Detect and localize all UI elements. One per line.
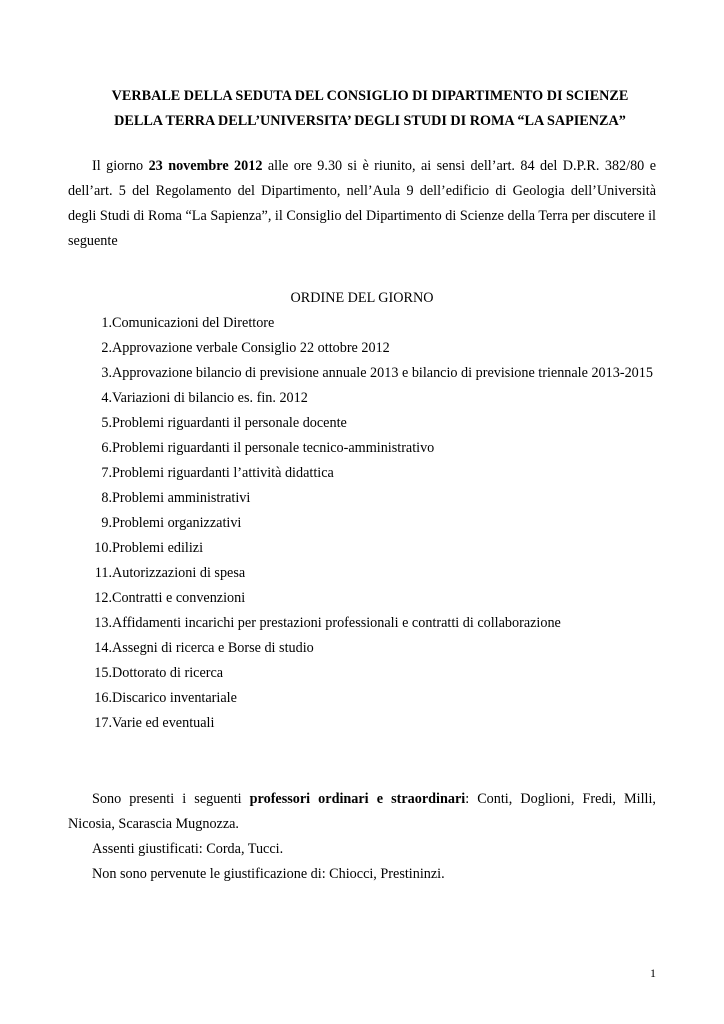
agenda-item-number: 10. [94,540,112,556]
agenda-heading: ORDINE DEL GIORNO [290,290,434,306]
document-title [92,84,648,134]
agenda-item-number: 11. [94,565,112,581]
agenda-item [68,611,656,636]
agenda-item-text: Dottorato di ricerca [112,665,224,681]
agenda-item [68,536,656,561]
agenda-item-text: Problemi riguardanti il personale tecnico-amministrativo [112,440,435,456]
agenda-item-number: 8. [101,490,112,506]
agenda-item-text: Discarico inventariale [112,690,237,706]
meeting-date: 23 novembre 2012 [148,158,263,174]
agenda-item [68,336,656,361]
intro-suffix: alle ore 9.30 si è riunito, ai sensi dell’art. 84 del D.P.R. 382/80 e dell’art. 5 del Regolamento del Dipartimento, nell’Aula 9 dell’edificio di Geologia dell’Università degli Studi di Roma “La Sapienza”, il Consiglio del Dipartimento di Scienze della Terra per discutere il seguente [68,158,657,249]
agenda-item-text: Assegni di ricerca e Borse di studio [112,640,314,656]
agenda-item-number: 13. [94,615,112,631]
agenda-item [68,386,656,411]
agenda-item-number: 17. [94,715,112,731]
agenda-item-number: 14. [94,640,112,656]
agenda-item-text: Comunicazioni del Direttore [112,315,275,331]
agenda-item-number: 3. [101,365,112,381]
agenda-list [68,311,656,736]
agenda-item [68,361,656,386]
agenda-item-number: 5. [101,415,112,431]
agenda-item [68,711,656,736]
agenda-item [68,511,656,536]
present-paragraph [68,787,656,837]
agenda-item-number: 9. [101,515,112,531]
present-suffix: : Conti, Doglioni, Fredi, Milli, Nicosia, Scarascia Mugnozza. [68,791,656,832]
agenda-item-number: 16. [94,690,112,706]
agenda-item [68,561,656,586]
agenda-item [68,661,656,686]
agenda-item-text: Variazioni di bilancio es. fin. 2012 [112,390,308,406]
present-role: professori ordinari e straordinari [249,791,466,807]
intro-paragraph [68,154,656,254]
agenda-item [68,686,656,711]
agenda-item-number: 15. [94,665,112,681]
agenda-item-text: Contratti e convenzioni [112,590,246,606]
agenda-item [68,411,656,436]
agenda-item-number: 1. [101,315,112,331]
present-prefix: Sono presenti i seguenti [92,791,250,807]
agenda-item-number: 6. [101,440,112,456]
agenda-item [68,311,656,336]
agenda-item-text: Problemi riguardanti il personale docente [112,415,347,431]
missing-justification-line: Non sono pervenute le giustificazione di: Chiocci, Prestininzi. [92,866,445,882]
agenda-item-text: Varie ed eventuali [112,715,215,731]
document-title-line-1: VERBALE DELLA SEDUTA DEL CONSIGLIO DI DIPARTIMENTO DI SCIENZE [111,88,629,104]
agenda-item [68,586,656,611]
agenda-item-number: 12. [94,590,112,606]
agenda-item-text: Autorizzazioni di spesa [112,565,246,581]
agenda-item-text: Problemi riguardanti l’attività didattica [112,465,334,481]
agenda-item-text: Problemi organizzativi [112,515,242,531]
page-number: 1 [650,966,656,980]
agenda-item-text: Approvazione bilancio di previsione annuale 2013 e bilancio di previsione triennale 2013-2015 [112,365,653,381]
agenda-item-number: 7. [101,465,112,481]
agenda-item-number: 4. [101,390,112,406]
agenda-item-text: Affidamenti incarichi per prestazioni professionali e contratti di collaborazione [112,615,561,631]
agenda-item [68,436,656,461]
absent-line: Assenti giustificati: Corda, Tucci. [92,841,284,857]
agenda-item [68,461,656,486]
agenda-item-text: Problemi amministrativi [112,490,251,506]
agenda-item [68,486,656,511]
agenda-item [68,636,656,661]
agenda-item-text: Approvazione verbale Consiglio 22 ottobre 2012 [112,340,390,356]
document-title-line-2: DELLA TERRA DELL’UNIVERSITA’ DEGLI STUDI DI ROMA “LA SAPIENZA” [114,113,626,129]
agenda-item-number: 2. [101,340,112,356]
agenda-item-text: Problemi edilizi [112,540,204,556]
intro-prefix: Il giorno [92,158,149,174]
